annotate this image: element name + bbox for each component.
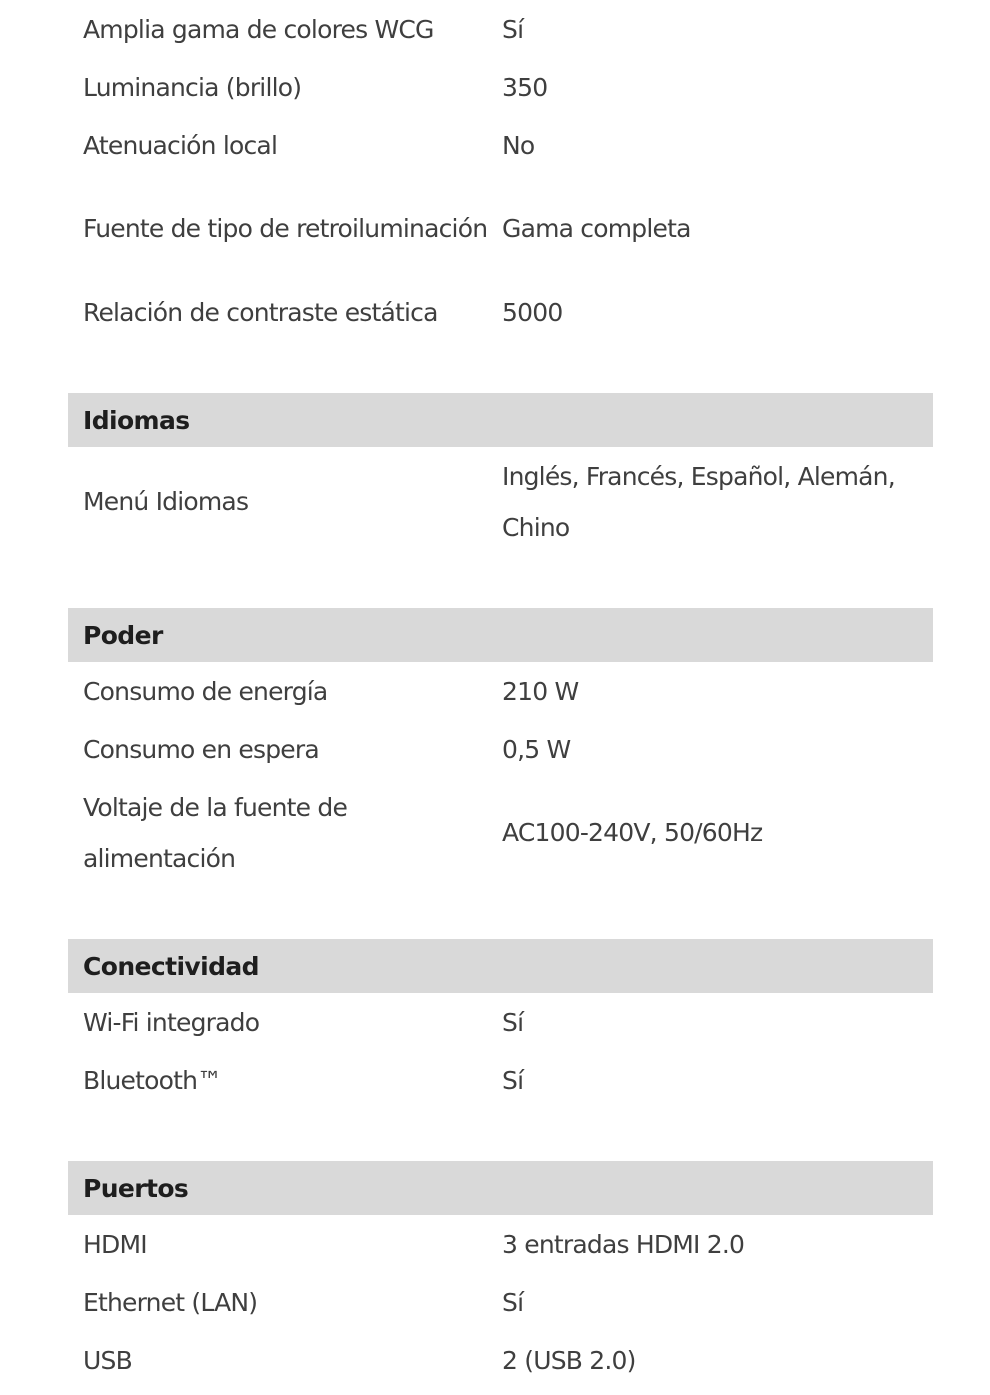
spec-row — [68, 1273, 933, 1331]
spec-label: Voltaje de la fuente de alimentación — [83, 792, 348, 873]
section-spacer — [68, 341, 933, 393]
spec-label: HDMI — [83, 1229, 147, 1259]
spec-label: Bluetooth™ — [83, 1065, 222, 1095]
spec-value: 2 (USB 2.0) — [502, 1345, 636, 1375]
spec-label: Consumo en espera — [83, 734, 319, 764]
spec-label: Amplia gama de colores WCG — [83, 14, 434, 44]
spec-value: Inglés, Francés, Español, Alemán, Chino — [502, 461, 895, 542]
section-spacer — [68, 556, 933, 608]
spec-row — [68, 58, 933, 116]
spec-label: USB — [83, 1345, 132, 1375]
spec-label: Fuente de tipo de retroiluminación — [83, 214, 488, 243]
spec-label: Wi-Fi integrado — [83, 1007, 260, 1037]
spec-value: No — [502, 130, 535, 160]
section-spacer — [68, 887, 933, 939]
section-power — [68, 608, 933, 887]
spec-label: Menú Idiomas — [83, 487, 249, 516]
spec-row — [68, 1051, 933, 1109]
spec-row — [68, 116, 933, 174]
section-title-power: Poder — [68, 608, 933, 662]
section-spacer — [68, 1109, 933, 1161]
spec-label: Luminancia (brillo) — [83, 72, 302, 102]
spec-value: Sí — [502, 1287, 524, 1317]
specs-table — [68, 0, 933, 1389]
spec-row — [68, 662, 933, 720]
spec-row — [68, 0, 933, 58]
spec-row — [68, 283, 933, 341]
spec-value: 210 W — [502, 676, 579, 706]
spec-value: 350 — [502, 72, 548, 102]
spec-value: Gama completa — [502, 214, 691, 243]
spec-row — [68, 447, 933, 556]
spec-label: Consumo de energía — [83, 676, 328, 706]
spec-value: Sí — [502, 1007, 524, 1037]
spec-value: 5000 — [502, 297, 563, 327]
section-display — [68, 0, 933, 341]
spec-label: Relación de contraste estática — [83, 297, 438, 327]
spec-row — [68, 720, 933, 778]
spec-row — [68, 778, 933, 887]
spec-row — [68, 174, 933, 283]
section-title-languages: Idiomas — [68, 393, 933, 447]
spec-value: 0,5 W — [502, 734, 571, 764]
spec-value: Sí — [502, 1065, 524, 1095]
section-connectivity — [68, 939, 933, 1109]
section-title-connectivity: Conectividad — [68, 939, 933, 993]
spec-row — [68, 1215, 933, 1273]
spec-row — [68, 1331, 933, 1389]
section-languages — [68, 393, 933, 556]
spec-value: Sí — [502, 14, 524, 44]
spec-row — [68, 993, 933, 1051]
spec-label: Ethernet (LAN) — [83, 1287, 258, 1317]
spec-value: 3 entradas HDMI 2.0 — [502, 1229, 745, 1259]
spec-label: Atenuación local — [83, 130, 278, 160]
spec-value: AC100-240V, 50/60Hz — [502, 818, 763, 847]
section-title-ports: Puertos — [68, 1161, 933, 1215]
section-ports — [68, 1161, 933, 1389]
